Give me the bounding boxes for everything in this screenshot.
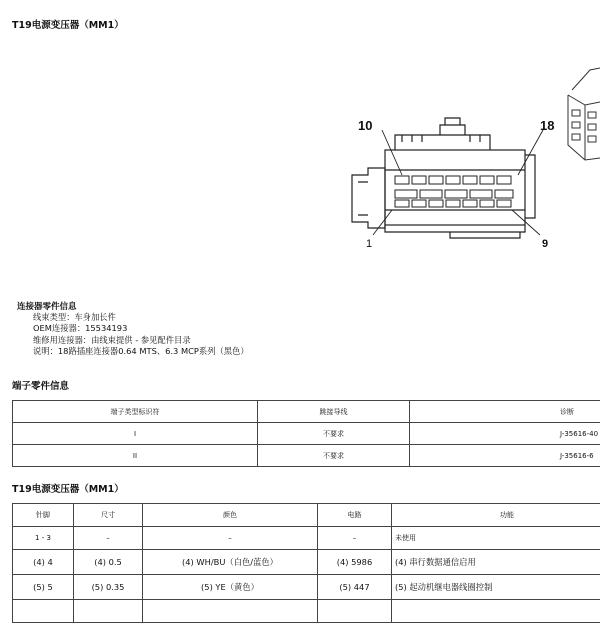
pin-table (12, 503, 600, 623)
info-service-connector: 维修用连接器：由线束提供 - 参见配件目录 (33, 335, 249, 346)
connector-info (33, 312, 249, 357)
info-description: 说明：18路插座连接器0.64 MTS、6.3 MCP系列（黑色） (33, 346, 249, 357)
info-harness-type: 线束类型：车身加长件 (33, 312, 249, 323)
table-cell: J-35616-40 (410, 423, 600, 445)
table-cell: (4) 0.5 (74, 550, 143, 575)
callout-10: 10 (358, 118, 372, 133)
info-oem-connector: OEM连接器：15534193 (33, 323, 249, 334)
header-terminal-type: 端子类型标识符 (13, 401, 258, 423)
table-row (13, 423, 600, 445)
table-row (13, 445, 600, 467)
table-row (13, 550, 600, 575)
table-cell: (5) 447 (318, 575, 392, 600)
terminal-info-heading: 端子零件信息 (12, 378, 69, 392)
table-cell: (5) YE（黄色） (143, 575, 318, 600)
table-cell: 1 - 3 (13, 527, 74, 550)
table-cell: II (13, 445, 258, 467)
callout-9: 9 (542, 238, 548, 250)
table-cell: 不要求 (258, 445, 410, 467)
table-cell: – (143, 527, 318, 550)
header-size: 尺寸 (74, 504, 143, 527)
table-cell: 不要求 (258, 423, 410, 445)
pin-table-heading: T19电源变压器（MM1） (12, 481, 124, 495)
table-cell: – (318, 527, 392, 550)
header-color: 颜色 (143, 504, 318, 527)
table-cell: (4) 串行数据通信启用 (392, 550, 600, 575)
header-pin: 针脚 (13, 504, 74, 527)
terminal-table (12, 400, 600, 467)
table-cell: I (13, 423, 258, 445)
table-header-row (13, 401, 600, 423)
table-cell: (4) 4 (13, 550, 74, 575)
header-circuit: 电路 (318, 504, 392, 527)
header-jumper: 跳接导线 (258, 401, 410, 423)
connector-info-heading: 连接器零件信息 (17, 300, 77, 312)
table-cell: (5) 0.35 (74, 575, 143, 600)
header-function: 功能 (392, 504, 600, 527)
table-cell: (5) 5 (13, 575, 74, 600)
callout-1: 1 (366, 238, 372, 250)
table-cell: (4) WH/BU（白色/蓝色） (143, 550, 318, 575)
table-header-row (13, 504, 600, 527)
header-diagnostic: 诊断 (410, 401, 600, 423)
table-row (13, 575, 600, 600)
page-title: T19电源变压器（MM1） (12, 17, 124, 31)
table-cell: J-35616-6 (410, 445, 600, 467)
table-cell: – (74, 527, 143, 550)
callout-18: 18 (540, 118, 554, 133)
table-cell: (4) 5986 (318, 550, 392, 575)
table-row (13, 527, 600, 550)
table-cell: (5) 起动机继电器线圈控制 (392, 575, 600, 600)
table-cell: 未使用 (392, 527, 600, 550)
connector-diagram (340, 50, 600, 265)
